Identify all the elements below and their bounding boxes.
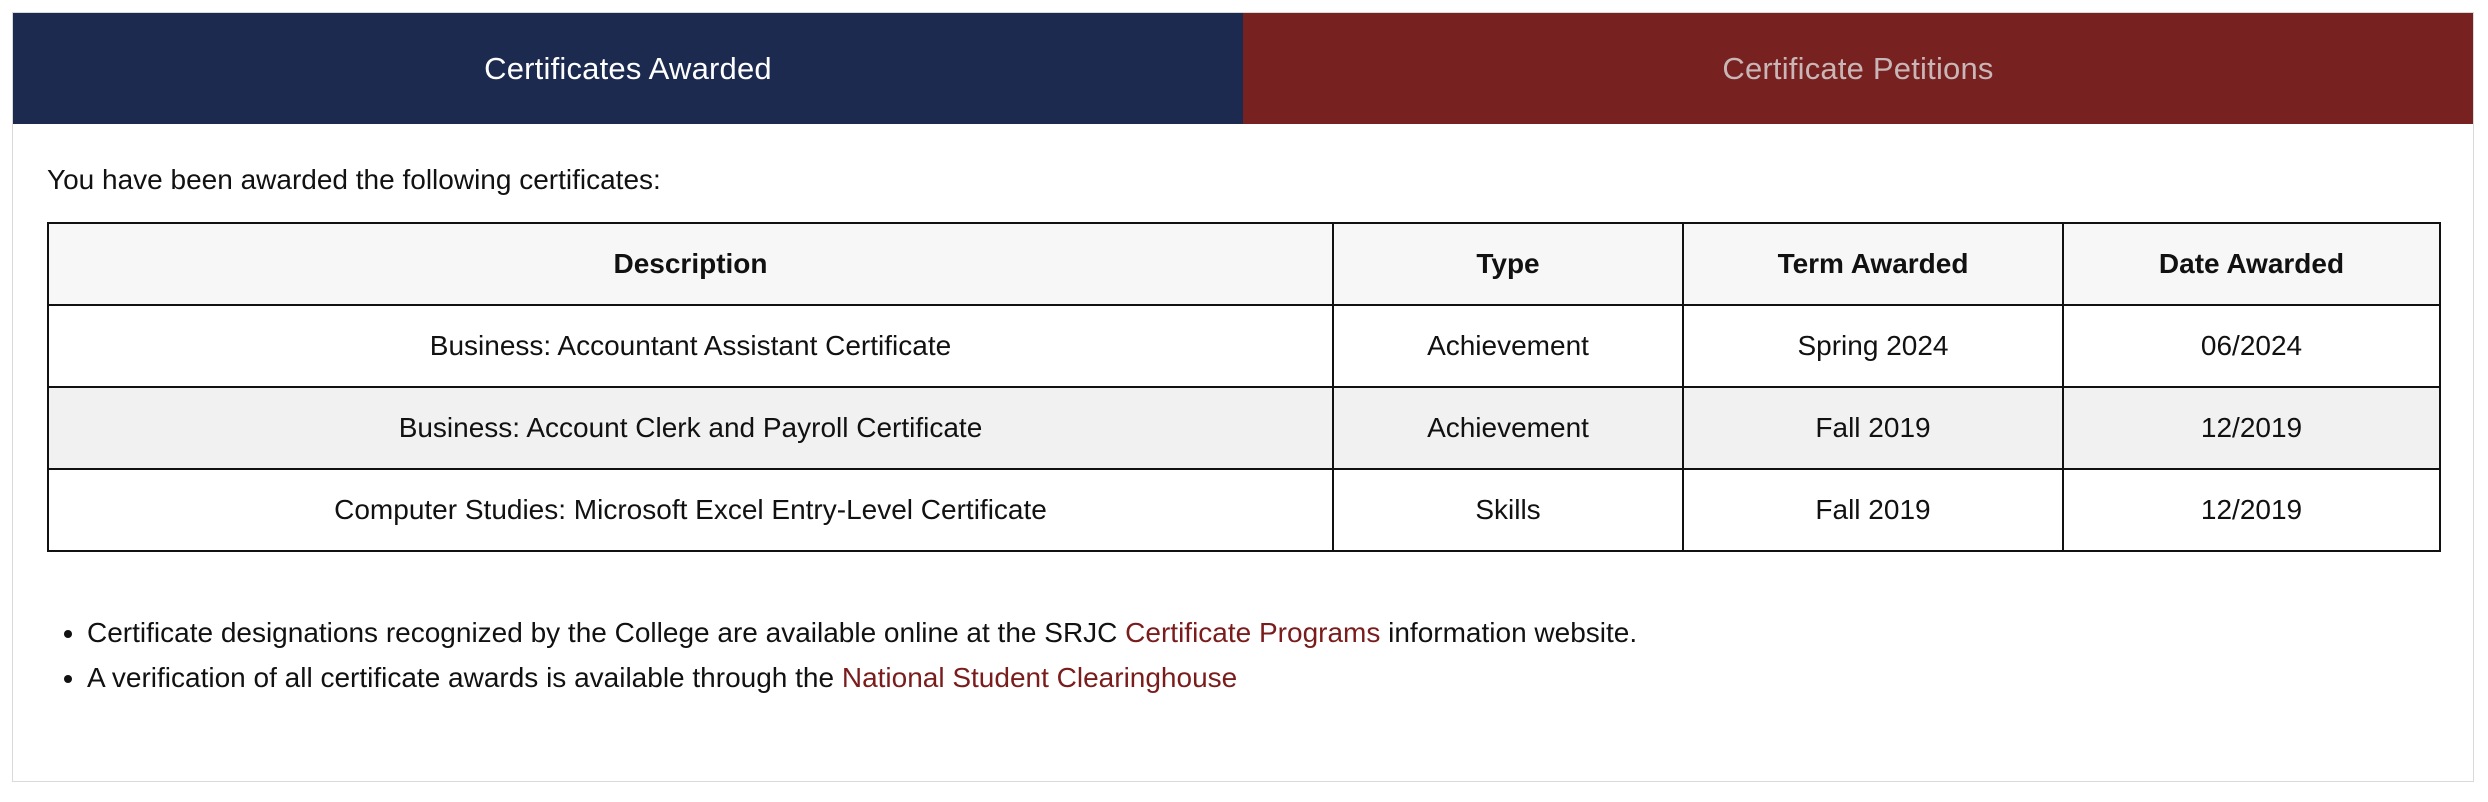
table-header-row	[48, 223, 2440, 305]
cell-term: Spring 2024	[1683, 305, 2063, 387]
note-text: A verification of all certificate awards is available through the	[87, 662, 842, 693]
cell-description: Business: Account Clerk and Payroll Certificate	[48, 387, 1333, 469]
header-description: Description	[48, 223, 1333, 305]
list-item	[87, 655, 2439, 700]
note-text: Certificate designations recognized by the College are available online at the SRJC	[87, 617, 1126, 648]
cell-date: 12/2019	[2063, 469, 2440, 551]
intro-text: You have been awarded the following certificates:	[47, 164, 661, 195]
header-type: Type	[1333, 223, 1683, 305]
tab-certificates-awarded[interactable]: Certificates Awarded	[13, 13, 1243, 124]
note-text: information website.	[1380, 617, 1638, 648]
certificates-panel	[12, 12, 2474, 782]
cell-date: 12/2019	[2063, 387, 2440, 469]
header-date-awarded: Date Awarded	[2063, 223, 2440, 305]
cell-term: Fall 2019	[1683, 469, 2063, 551]
cell-term: Fall 2019	[1683, 387, 2063, 469]
notes-list	[47, 610, 2439, 700]
cell-type: Skills	[1333, 469, 1683, 551]
national-student-clearinghouse-link[interactable]: National Student Clearinghouse	[841, 662, 1238, 693]
cell-type: Achievement	[1333, 305, 1683, 387]
tab-certificate-petitions[interactable]: Certificate Petitions	[1243, 13, 2473, 124]
table-row	[48, 469, 2440, 551]
tab-content	[13, 164, 2473, 700]
certificate-programs-link[interactable]: Certificate Programs	[1125, 617, 1381, 648]
header-term-awarded: Term Awarded	[1683, 223, 2063, 305]
table-row	[48, 387, 2440, 469]
cell-description: Business: Accountant Assistant Certificate	[48, 305, 1333, 387]
list-item	[87, 610, 2439, 655]
table-row	[48, 305, 2440, 387]
certificates-table	[47, 222, 2441, 552]
cell-date: 06/2024	[2063, 305, 2440, 387]
cell-type: Achievement	[1333, 387, 1683, 469]
cell-description: Computer Studies: Microsoft Excel Entry-Level Certificate	[48, 469, 1333, 551]
tab-bar	[13, 13, 2473, 124]
